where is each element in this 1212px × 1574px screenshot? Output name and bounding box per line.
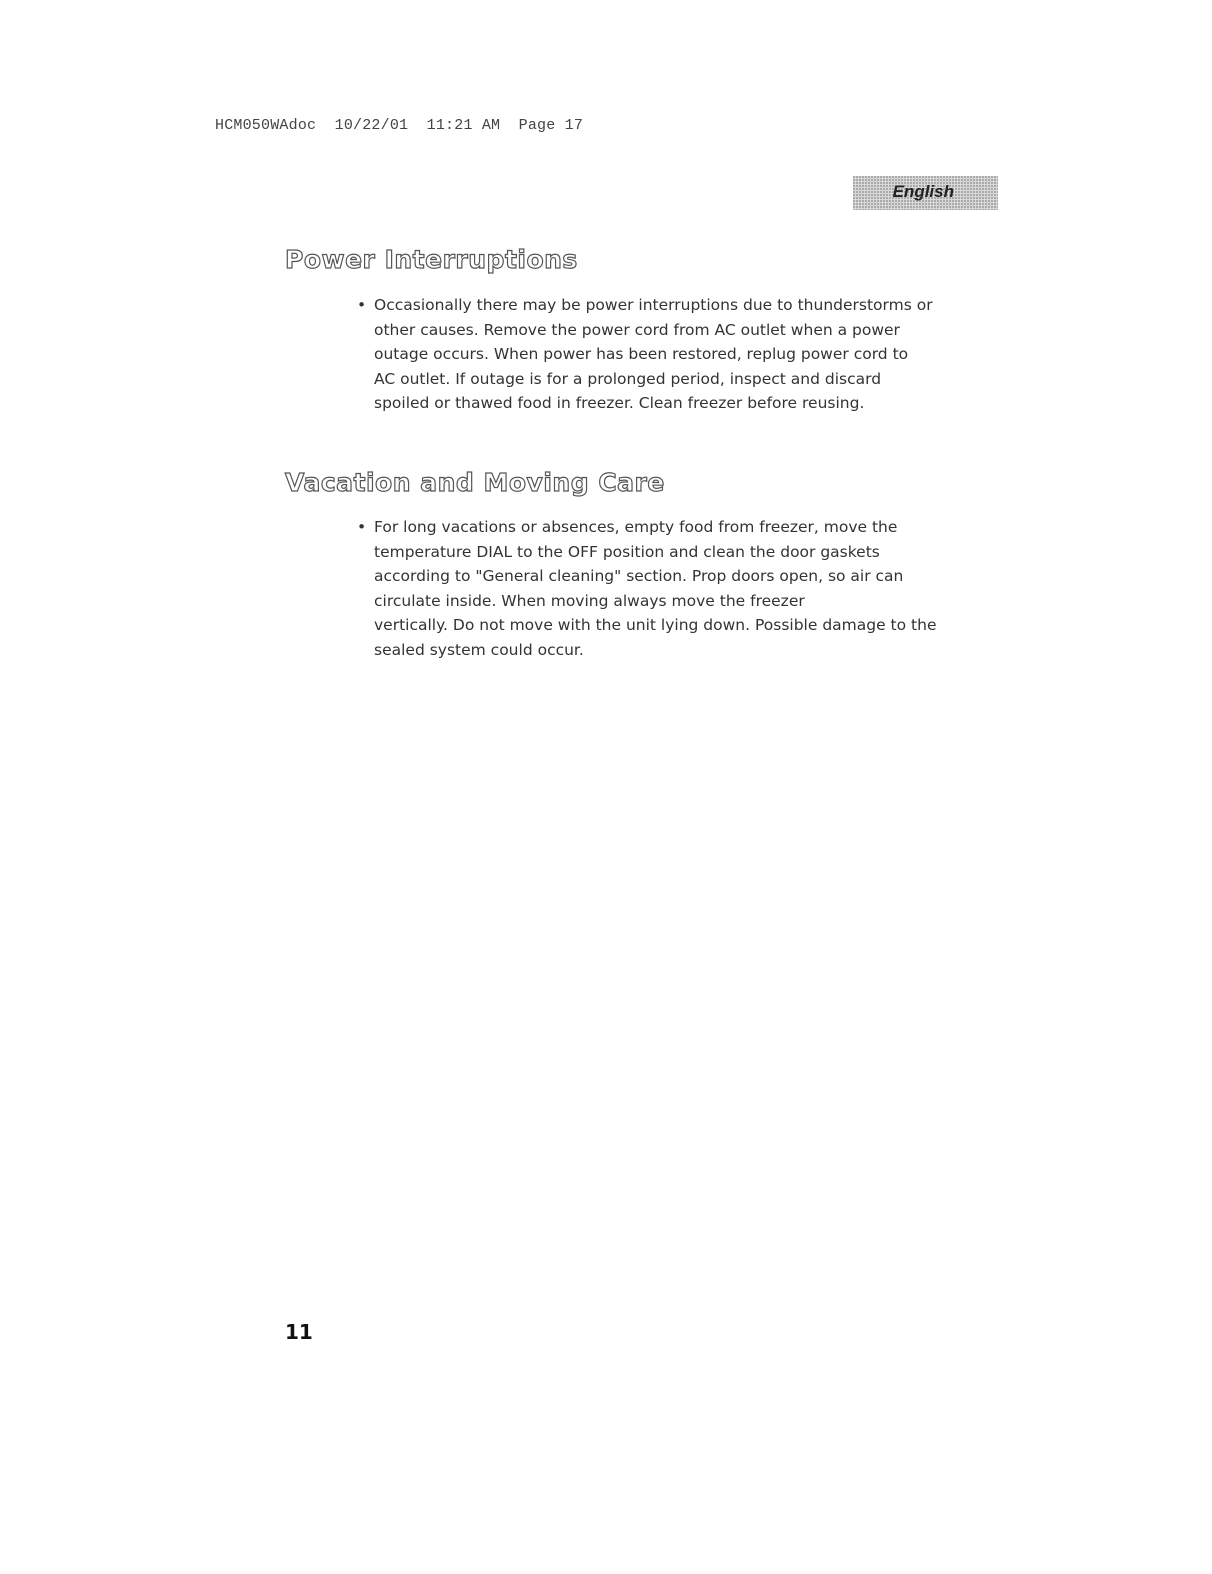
paragraph-line: outage occurs. When power has been restored, replug power cord to <box>374 345 909 363</box>
section-title-vacation-and-moving-care: Vacation and Moving Care <box>285 468 665 497</box>
vacation-moving-care-bullet <box>357 515 957 662</box>
paragraph-line: temperature DIAL to the OFF position and clean the door gaskets <box>374 542 880 561</box>
paragraph-line: For long vacations or absences, empty food from freezer, move the <box>374 518 898 536</box>
paragraph-line: according to "General cleaning" section. Prop doors open, so air can <box>374 567 904 585</box>
paragraph-line: other causes. Remove the power cord from AC outlet when a power <box>374 320 900 339</box>
print-header: HCM050WAdoc 10/22/01 11:21 AM Page 17 <box>215 117 584 134</box>
page-number: 11 <box>285 1320 313 1344</box>
paragraph-line: Occasionally there may be power interruptions due to thunderstorms or <box>374 296 933 314</box>
power-interruptions-bullet <box>357 293 957 416</box>
paragraph-line: spoiled or thawed food in freezer. Clean freezer before reusing. <box>374 394 865 412</box>
bullet-dot: • <box>357 296 367 314</box>
paragraph-line: vertically. Do not move with the unit lying down. Possible damage to the <box>374 616 937 634</box>
paragraph-line: AC outlet. If outage is for a prolonged period, inspect and discard <box>374 369 882 388</box>
bullet-dot: • <box>357 518 367 536</box>
paragraph-line: circulate inside. When moving always move the freezer <box>374 591 805 610</box>
language-tab-label: English <box>892 182 954 201</box>
paragraph-line: sealed system could occur. <box>374 640 584 659</box>
language-tab <box>853 176 998 210</box>
section-title-power-interruptions: Power Interruptions <box>285 245 578 274</box>
